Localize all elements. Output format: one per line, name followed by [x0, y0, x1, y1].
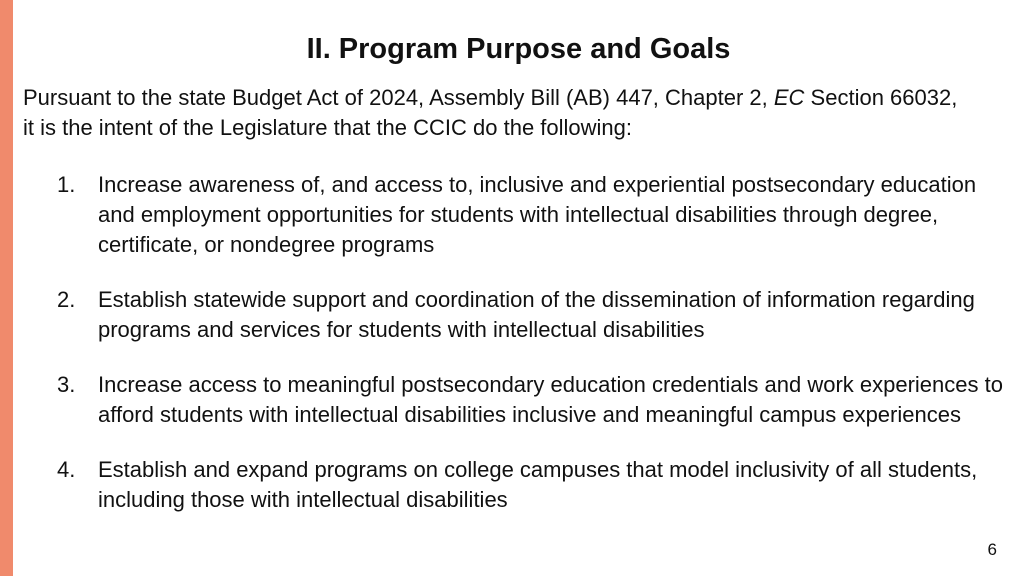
- slide-title: II. Program Purpose and Goals: [306, 33, 731, 65]
- goal-number: 1.: [57, 172, 76, 197]
- goal-number: 3.: [57, 372, 76, 397]
- goal-item: [57, 170, 1012, 260]
- goal-item: [57, 285, 1012, 345]
- goal-item: [57, 370, 1012, 430]
- intro-italic-code: EC: [773, 85, 805, 110]
- goal-text: Establish statewide support and coordination of the dissemination of information regarding programs and services for students with intellectual disabilities: [98, 287, 975, 342]
- goal-number: 4.: [57, 457, 76, 482]
- goals-list: [57, 170, 1012, 540]
- intro-text-start: Pursuant to the state Budget Act of 2024, Assembly Bill (AB) 447, Chapter 2,: [23, 85, 774, 110]
- accent-bar: [0, 0, 13, 576]
- goal-item: [57, 455, 1012, 515]
- goal-number: 2.: [57, 287, 76, 312]
- page-number: 6: [987, 540, 997, 559]
- goal-text: Increase access to meaningful postsecondary education credentials and work experiences to afford students with intellectual disabilities inclusive and meaningful campus experiences: [98, 372, 1003, 427]
- intro-text-end: Section 66032, it is the intent of the Legislature that the CCIC do the following:: [23, 85, 958, 140]
- intro-paragraph: [23, 83, 963, 143]
- goal-text: Increase awareness of, and access to, inclusive and experiential postsecondary education and employment opportunities for students with intellectual disabilities through degree, certificate, or nondegree programs: [98, 172, 977, 257]
- goal-text: Establish and expand programs on college campuses that model inclusivity of all students, including those with intellectual disabilities: [98, 457, 978, 512]
